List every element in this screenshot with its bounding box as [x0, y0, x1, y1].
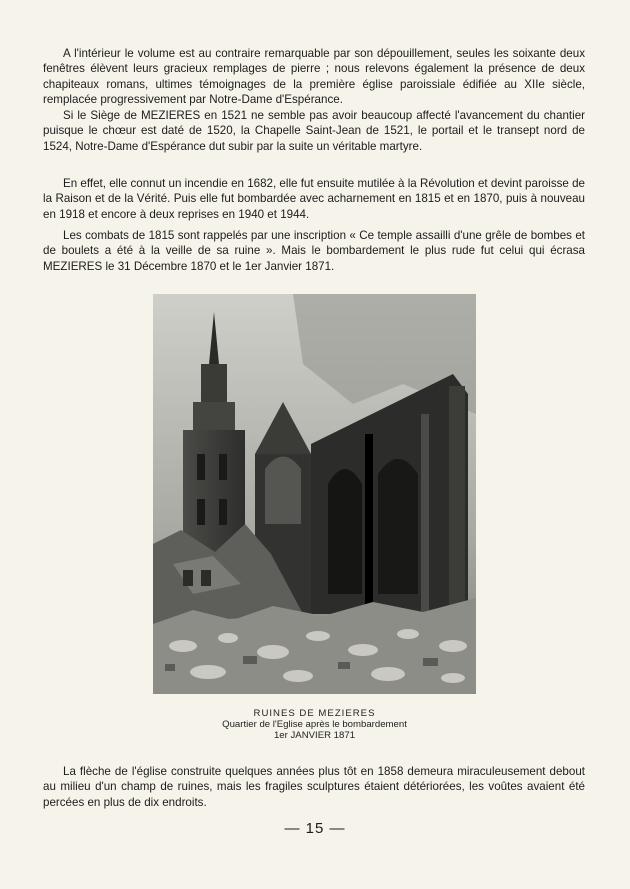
ruins-photograph — [153, 294, 476, 694]
photo-caption-title: RUINES DE MEZIERES — [253, 708, 376, 719]
paragraph-incendie-text: En effet, elle connut un incendie en 1682, elle fut ensuite mutilée à la Révolution et devint paroisse de la Raison et de la Vérité. Puis elle fut bombardée avec acharnement en 1815 et en 1870, puis à nouveau en 1918 et encore à deux reprises en 1940 et 1944. — [43, 177, 585, 221]
paragraph-combats-1815-text: Les combats de 1815 sont rappelés par une inscription « Ce temple assailli d'une grêle de bombes et de boulets a été à la veille de sa ruine ». Mais le bombardement le plus rude fut celui qui écrasa MEZIERES le 31 Décembre 1870 et le 1er Janvier 1871. — [43, 229, 585, 273]
paragraph-interior — [43, 46, 585, 108]
photo-caption-subtitle: Quartier de l'Eglise après le bombardement — [222, 719, 407, 730]
paragraph-fleche-text: La flèche de l'église construite quelques années plus tôt en 1858 demeura miraculeusement debout au milieu d'un champ de ruines, mais les fragiles sculptures étaient détériorées, les voûtes avaient été percées en plus de dix endroits. — [43, 765, 585, 809]
church-ruins-illustration — [153, 294, 476, 694]
paragraph-incendie — [43, 176, 585, 222]
paragraph-fleche — [43, 764, 585, 810]
paragraph-siege-1521-text: Si le Siège de MEZIERES en 1521 ne semble pas avoir beaucoup affecté l'avancement du chantier puisque le chœur est daté de 1520, la Chapelle Saint-Jean de 1521, le portail et le transept nord de 1524, Notre-Dame d'Espérance dut subir par la suite un véritable martyre. — [43, 109, 585, 153]
paragraph-combats-1815 — [43, 228, 585, 274]
page-number: — 15 — — [284, 820, 346, 837]
paragraph-interior-text: A l'intérieur le volume est au contraire remarquable par son dépouillement, seules les soixante deux fenêtres élèvent leurs gracieux remplages de pierre ; nous relevons également la présence de deux chapiteaux romans, ultimes témoignages de la première église paroissiale édifiée au XIIe siècle, remplacée progressivement par Notre-Dame d'Espérance. — [43, 47, 585, 107]
photo-caption-date: 1er JANVIER 1871 — [273, 730, 356, 741]
paragraph-siege-1521 — [43, 108, 585, 154]
